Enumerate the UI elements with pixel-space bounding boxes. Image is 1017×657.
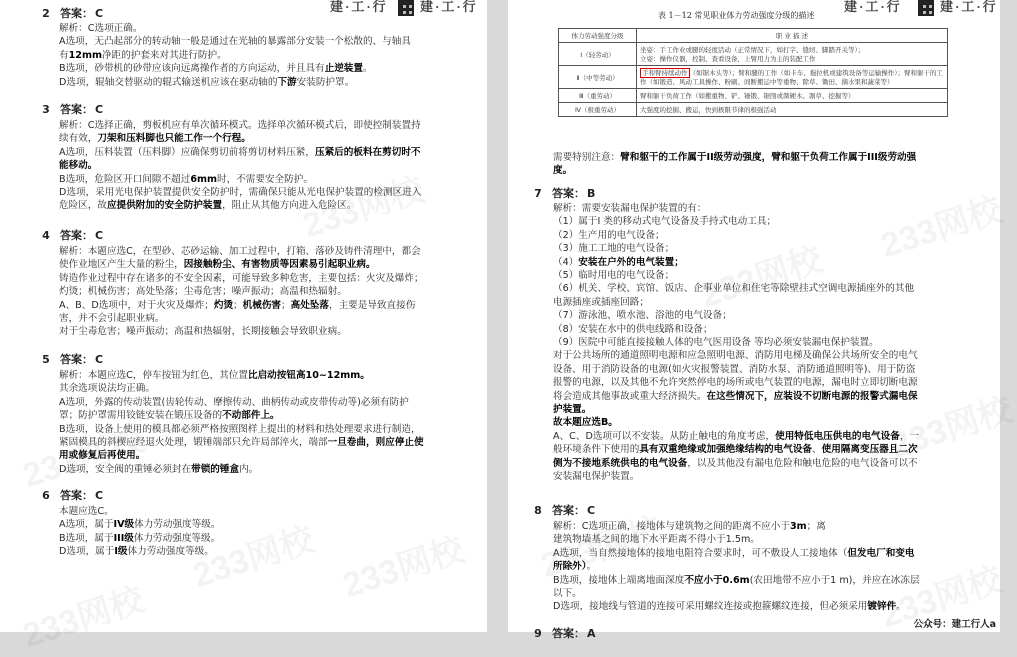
emphasis-text: 下游: [277, 76, 297, 88]
emphasis-text: 高处坠落: [290, 299, 329, 311]
analysis-line: [59, 370, 370, 382]
body-text: 体力劳动强度等级。: [134, 519, 221, 531]
body-text: 净距的护套来对其进行防护。: [101, 49, 227, 61]
emphasis-text: 故本题应选B。: [553, 417, 618, 429]
body-text: 、: [812, 444, 822, 456]
body-text: 般环境条件下使用的: [553, 444, 640, 456]
question-header: [38, 6, 103, 20]
body-text: 体力劳动强度等级。: [133, 532, 221, 544]
body-text: 设备、用于消防设备的电源(如火灾报警装置、消防水泵、消防通道照明等)、用于防盗: [553, 363, 916, 375]
analysis-line: [59, 200, 356, 212]
body-text: A选项，无凸起部分的转动轴一般是通过在光轴的暴露部分安装一个松散的、与轴具: [59, 36, 411, 48]
answer-label: 答案：: [60, 103, 93, 116]
document-page-right: [508, 0, 1000, 640]
body-text: 。: [896, 601, 906, 613]
emphasis-text: 灼烫: [213, 299, 234, 311]
body-text: （7）游泳池、喷水池、浴池的电气设备；: [553, 310, 732, 322]
body-text: B选项，砂带机的砂带应该向远离操作者的方向运动，并且具有: [59, 63, 325, 75]
body-text: （9）医院中可能直接接触人体的电气医用设备 等均必须安装漏电保护装置。: [553, 337, 879, 348]
analysis-line: [59, 397, 409, 409]
analysis-line: [553, 458, 918, 470]
body-text: 对于公共场所的通道照明电源和应急照明电源、消防用电梯及确保公共场所安全的电气: [553, 350, 918, 362]
body-text: 报警的电源，以及其他不允许突然停电的场所或电气装置的电源，漏电时立即切断电源: [553, 377, 918, 389]
emphasis-text: 3m: [789, 521, 807, 532]
body-text: 解析：本题应选C，停车按钮为红色，其位置: [59, 370, 248, 381]
body-text: A选项，当自然接地体的接地电阻符合要求时，可不敷设人工接地体（: [553, 547, 848, 559]
analysis-line: [553, 297, 649, 309]
analysis-line: [59, 437, 424, 449]
analysis-line: [59, 424, 421, 436]
emphasis-text: 6mm: [190, 173, 217, 185]
top-stamp-left: 建·工·行: [330, 0, 388, 14]
analysis-line: [59, 50, 227, 62]
qr-code-icon: [918, 0, 934, 16]
analysis-line: [553, 310, 732, 322]
emphasis-text: III级: [113, 532, 134, 544]
body-text: 需要特别注意：: [553, 152, 621, 163]
analysis-line: [59, 160, 97, 172]
analysis-line: [59, 174, 313, 186]
body-text: 罩；防护罩需用铰链安装在锻压设备的: [59, 410, 223, 422]
emphasis-text: 能移动。: [59, 160, 98, 172]
emphasis-text: 具有双重绝缘或加强绝缘结构的电气设备: [639, 444, 813, 456]
body-text: ，阻止从其他方向进入危险区。: [222, 200, 357, 212]
analysis-line: [59, 519, 220, 531]
analysis-line: [59, 36, 411, 48]
analysis-line: [59, 410, 280, 422]
analysis-line: [553, 283, 914, 295]
answer-label: 答案：: [60, 7, 93, 20]
body-text: ；: [233, 299, 243, 311]
body-text: 紧固模具的斜楔应经退火处理，锻锤端部只允许局部淬火，端部: [59, 437, 328, 448]
table-row: [559, 43, 948, 66]
answer-label: 答案：: [552, 504, 585, 517]
analysis-line: [59, 464, 258, 476]
emphasis-text: 带锁的锤盒: [191, 463, 240, 475]
analysis-line: [59, 533, 220, 545]
body-text: ；: [281, 299, 291, 311]
emphasis-text: 一旦卷曲，则应停止使: [327, 437, 424, 448]
analysis-line: [59, 286, 347, 298]
body-text: A、C、D选项可以不安装。从防止触电的角度考虑，: [553, 430, 776, 442]
analysis-line: [553, 364, 915, 376]
question-number: 7: [534, 186, 542, 200]
analysis-line: [553, 404, 591, 416]
emphasis-text: 比启动按钮高10~12mm。: [247, 370, 370, 381]
emphasis-text: 因接触粉尘、有害物质等因素易引起职业病。: [183, 259, 376, 271]
body-text: 解析：C选项正确。: [59, 23, 143, 34]
body-text: 续有效，: [59, 133, 98, 145]
question-header: [38, 488, 103, 502]
table-cell-desc: [637, 66, 948, 89]
question-number: 9: [534, 626, 542, 640]
analysis-line: [59, 383, 155, 395]
analysis-line: [553, 270, 674, 282]
body-text: 将会造成其他事故或重大经济损失。: [553, 390, 707, 402]
emphasis-text: 度。: [553, 165, 573, 176]
emphasis-text: 臂和躯干的工作属于II级劳动强度，臂和躯干负荷工作属于III级劳动强: [620, 152, 917, 163]
body-text: （5）临时用电的电气设备；: [553, 270, 675, 281]
body-text: ，一: [899, 430, 920, 442]
answer-value: C: [95, 228, 104, 242]
body-text: 解析：C选项正确，接地体与建筑物之间的距离不应小于: [553, 521, 790, 532]
body-text: 体力劳动强度等级。: [127, 546, 214, 558]
analysis-line: [59, 506, 114, 518]
answer-label: 答案：: [552, 627, 585, 640]
analysis-line: [59, 133, 251, 145]
emphasis-text: 护装置。: [553, 404, 592, 415]
emphasis-text: 刀架和压料脚也只能工作一个行程。: [97, 133, 251, 145]
analysis-line: [553, 575, 920, 587]
body-text: （6）机关、学校、宾馆、饭店、企事业单位和住宅等除壁挂式空调电源插座外的其他: [553, 283, 915, 295]
analysis-line: [553, 444, 918, 456]
answer-value: C: [95, 352, 104, 366]
body-text: 内。: [239, 463, 259, 475]
answer-value: C: [95, 6, 104, 20]
body-text: 本题应选C。: [59, 506, 114, 517]
highlighted-term: 手和臂持续动作: [642, 69, 688, 77]
labor-intensity-table: [558, 28, 948, 117]
watermark-brand: [693, 232, 827, 317]
analysis-line: [59, 77, 354, 89]
table-cell-grade: Ⅰ（轻劳动）: [559, 43, 637, 66]
body-text: 解析：C选择正确，剪板机应有单次循环模式。选择单次循环模式后，即使控制装置持: [59, 120, 421, 131]
answer-label: 答案：: [60, 353, 93, 366]
body-text: 有: [59, 49, 69, 61]
analysis-line: [59, 63, 373, 75]
top-stamp-right-2: 建·工·行: [940, 0, 998, 14]
top-stamp-right: 建·工·行: [844, 0, 902, 14]
body-text: D选项，采用光电保护装置提供安全防护时，需确保只能从光电保护装置的检测区进入: [59, 187, 422, 198]
analysis-line: [59, 273, 424, 285]
analysis-line: [553, 337, 879, 349]
body-text: B选项，接地体上端离地面深度: [553, 574, 685, 586]
analysis-line: [553, 431, 919, 443]
body-text: 解析：需要安装漏电保护装置的有：: [553, 203, 707, 214]
emphasis-text: I级: [114, 546, 128, 558]
answer-value: B: [587, 186, 596, 200]
question-header: [38, 228, 103, 242]
analysis-line: [59, 546, 214, 558]
question-header: [38, 102, 103, 116]
table-cell-desc-rest: （如锯木头等）；臂和腿的工作（如卡车、拖拉机或建筑设备等运输操作）；臂和躯干的工作（如锻造、风动工具操作、粉刷、间断搬运中等重物、除草、锄田、摘水果和蔬菜等）: [640, 69, 943, 86]
table-cell-desc: 臂和躯干负荷工作（如搬重物、铲、锤锻、锯削或凿硬木、割草、挖掘等）: [637, 89, 948, 103]
analysis-line: [59, 23, 142, 35]
analysis-line: [553, 471, 639, 483]
body-text: A选项，属于: [59, 519, 114, 531]
question-number: 4: [42, 228, 50, 242]
analysis-line: [553, 417, 618, 429]
table-cell-grade: Ⅳ（极重劳动）: [559, 103, 637, 117]
body-text: 灼烫；机械伤害；高处坠落；尘毒危害；噪声振动；高温和热辐射。: [59, 286, 347, 298]
emphasis-text: 侧为不接地系统供电的电气设备: [553, 457, 688, 469]
emphasis-text: 不应小于0.6m: [684, 574, 750, 586]
table-row: [559, 66, 948, 89]
analysis-line: [553, 601, 906, 613]
body-text: 安装防护罩。: [296, 76, 355, 88]
table-row: [559, 89, 948, 103]
emphasis-text: 12mm: [68, 49, 102, 61]
emphasis-text: 用或修复后再使用。: [59, 450, 146, 462]
analysis-line: [553, 561, 596, 573]
body-text: 害，并不会引起职业病。: [59, 313, 165, 324]
analysis-line: [59, 120, 421, 132]
body-text: （2）生产用的电气设备；: [553, 229, 665, 241]
body-text: ，主要是导致直接伤: [328, 299, 416, 311]
analysis-line: [59, 326, 347, 338]
body-text: 时，不需要安全防护。: [216, 173, 313, 185]
body-text: 电源插座或插座回路；: [553, 296, 649, 308]
watermark-brand: [873, 182, 1007, 267]
body-text: 建筑物墙基之间的地下水平距离不得小于1.5m。: [553, 534, 760, 546]
body-text: ；离: [806, 521, 826, 532]
answer-value: C: [95, 102, 104, 116]
analysis-line: [59, 313, 165, 325]
analysis-line: [59, 300, 415, 312]
body-text: A选项，外露的传动装置(齿轮传动、摩擦传动、曲柄传动或皮带传动等)必须有防护: [59, 396, 409, 408]
document-page-left: [0, 0, 487, 632]
analysis-line: [59, 187, 421, 199]
analysis-line: [553, 391, 918, 403]
body-text: 以下。: [553, 588, 582, 599]
watermark-brand: [335, 522, 469, 607]
answer-label: 答案：: [60, 489, 93, 502]
analysis-line: [553, 165, 572, 177]
footer-account: 公众号：建工行人a: [913, 619, 996, 630]
body-text: B选项，设备上使用的模具都必须严格按照图样上提出的材料和热处理要求进行制造，: [59, 423, 421, 435]
answer-value: A: [587, 626, 596, 640]
analysis-line: [553, 548, 915, 560]
body-text: D选项，属于: [59, 546, 115, 558]
body-text: A、B、D选项中，对于火灾及爆炸；: [59, 299, 214, 311]
body-text: A选项，压料装置（压料脚）应确保剪切前将剪切材料压紧，: [59, 146, 315, 158]
emphasis-text: 使用隔离变压器且二次: [821, 444, 918, 456]
analysis-line: [59, 147, 421, 159]
emphasis-text: 压紧后的板料在剪切时不: [315, 146, 421, 158]
emphasis-text: 在这些情况下，应装设不切断电源的报警式漏电保: [706, 390, 918, 402]
emphasis-text: 应提供附加的安全防护装置: [106, 200, 223, 212]
analysis-line: [553, 324, 713, 336]
question-number: 6: [42, 488, 50, 502]
emphasis-text: 所除外）: [553, 561, 587, 573]
analysis-line: [553, 350, 918, 362]
question-header: [530, 186, 595, 200]
answer-value: C: [587, 503, 596, 517]
question-number: 8: [534, 503, 542, 517]
body-text: （3）施工工地的电气设备；: [553, 243, 675, 255]
body-text: 使作业地区产生大量的粉尘，: [59, 259, 184, 271]
analysis-line: [59, 259, 376, 271]
body-text: B选项，危险区开口间隙不超过: [59, 173, 191, 185]
question-number: 3: [42, 102, 50, 116]
analysis-line: [553, 534, 760, 546]
body-text: （4）: [553, 256, 579, 268]
emphasis-text: 不动部件上。: [222, 410, 280, 422]
emphasis-text: 镀锌件: [867, 601, 897, 613]
body-text: 其余选项说法均正确。: [59, 383, 155, 395]
question-header: [38, 352, 103, 366]
body-text: 铸造作业过程中存在诸多的不安全因素，可能导致多种危害，主要包括：火灾及爆炸；: [59, 272, 424, 284]
table-row: [559, 103, 948, 117]
analysis-line: [553, 243, 674, 255]
question-number: 2: [42, 6, 50, 20]
analysis-line: [59, 246, 421, 258]
table-header-desc: 职 业 描 述: [637, 29, 948, 43]
qr-code-icon: [398, 0, 414, 16]
body-text: （1）属于I 类的移动式电气设备及手持式电动工具；: [553, 216, 777, 228]
analysis-line: [553, 377, 918, 389]
emphasis-text: 但发电厂和变电: [847, 547, 915, 559]
body-text: B选项，属于: [59, 532, 114, 544]
body-text: D选项，安全阀的重锤必须封在: [59, 463, 192, 475]
emphasis-text: 安装在户外的电气装置；: [578, 256, 684, 268]
body-text: 。: [586, 561, 597, 573]
analysis-line: [553, 203, 707, 215]
question-header: [530, 503, 595, 517]
analysis-line: [553, 257, 684, 269]
question-number: 5: [42, 352, 50, 366]
body-text: 危险区，故: [59, 200, 107, 212]
body-text: 安装漏电保护装置。: [553, 471, 640, 482]
question-header: [530, 626, 596, 640]
body-text: D选项，辊轴交替驱动的辊式输送机应该在驱动轴的: [59, 76, 278, 88]
body-text: 解析：本题应选C，在型砂、芯砂运输、加工过程中，打箱、落砂及铸件清理中，都会: [59, 246, 421, 257]
analysis-line: [553, 216, 776, 228]
body-text: D选项，接地线与管道的连接可采用螺纹连接或抱箍螺纹连接，但必须采用: [553, 601, 868, 613]
table-cell-desc: 大强度的挖掘、搬运，快到极限节律的极强活动: [637, 103, 948, 117]
emphasis-text: 止逆装置: [324, 63, 363, 75]
table-title: 表 1－12 常见职业体力劳动强度分级的描述: [658, 11, 815, 20]
body-text: （8）安装在水中的供电线路和设备；: [553, 323, 713, 335]
emphasis-text: IV级: [113, 519, 135, 531]
table-header-grade: 体力劳动强度分级: [559, 29, 637, 43]
table-cell-grade: Ⅲ（重劳动）: [559, 89, 637, 103]
analysis-line: [553, 521, 826, 533]
analysis-line: [553, 230, 665, 242]
body-text: (农田地带不应小于1 m)，并应在冰冻层: [749, 574, 920, 586]
analysis-line: [553, 152, 916, 164]
answer-value: C: [95, 488, 104, 502]
body-text: 。: [363, 63, 373, 75]
top-stamp-left-2: 建·工·行: [420, 0, 478, 14]
table-cell-desc: 坐姿：手工作业或腿的轻度活动（正常情况下，如打字、缝纫、脚踏开关等）； 立姿：操作仪器，控制、查看设备，上臂用力为主的装配工作: [637, 43, 948, 66]
body-text: ，以及其他没有漏电危险和触电危险的电气设备可以不: [687, 457, 918, 469]
emphasis-text: 使用特低电压供电的电气设备: [775, 430, 900, 442]
body-text: 对于尘毒危害；噪声振动；高温和热辐射，长期接触会导致职业病。: [59, 326, 347, 338]
table-cell-grade: Ⅱ（中等劳动）: [559, 66, 637, 89]
answer-label: 答案：: [60, 229, 93, 242]
watermark-brand: [15, 572, 149, 657]
answer-label: 答案：: [552, 187, 585, 200]
analysis-line: [553, 588, 582, 600]
emphasis-text: 机械伤害: [242, 299, 282, 311]
analysis-line: [59, 450, 145, 462]
